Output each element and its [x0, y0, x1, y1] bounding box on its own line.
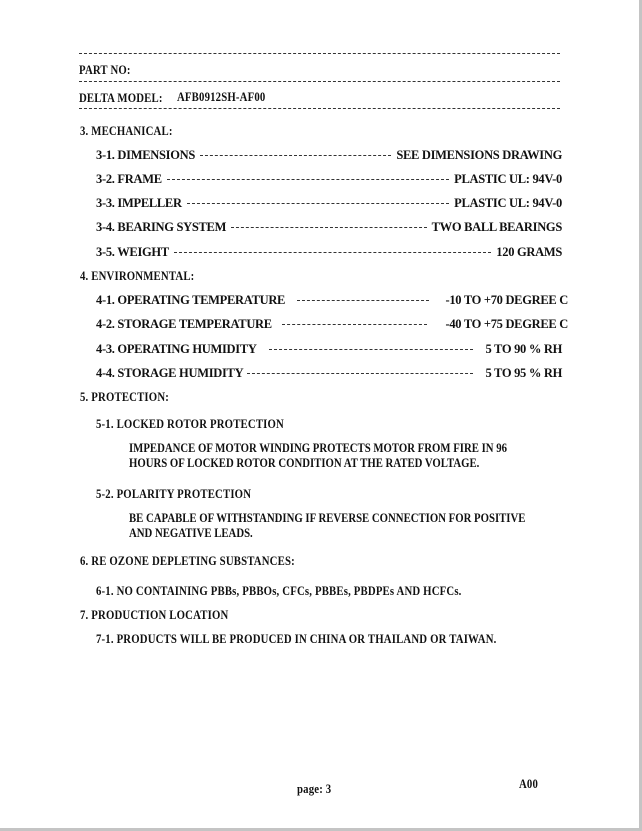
spec-row — [96, 172, 562, 186]
leader-line — [187, 203, 449, 204]
spec-label: 4-2. STORAGE TEMPERATURE — [96, 317, 272, 331]
leader-line — [282, 324, 428, 325]
spec-value: SEE DIMENSIONS DRAWING — [396, 148, 562, 162]
paragraph-line: AND NEGATIVE LEADS. — [129, 526, 253, 540]
spec-value: PLASTIC UL: 94V-0 — [454, 172, 562, 186]
spec-row — [96, 220, 562, 234]
section-title-mechanical: 3. MECHANICAL: — [80, 124, 173, 138]
spec-value: 120 GRAMS — [496, 245, 562, 259]
leader-line — [247, 373, 473, 374]
spec-value: 5 TO 90 % RH — [485, 342, 562, 356]
spec-value: -10 TO +70 DEGREE C — [445, 293, 568, 307]
spec-label: 3-3. IMPELLER — [96, 196, 182, 210]
spec-label: 3-2. FRAME — [96, 172, 162, 186]
spec-label: 4-1. OPERATING TEMPERATURE — [96, 293, 286, 307]
page-number: page: 3 — [297, 782, 332, 796]
spec-row — [96, 293, 568, 307]
subsection-heading: 5-2. POLARITY PROTECTION — [96, 487, 252, 501]
spec-label: 3-5. WEIGHT — [96, 245, 169, 259]
divider — [79, 53, 560, 54]
spec-label: 4-3. OPERATING HUMIDITY — [96, 342, 257, 356]
leader-line — [269, 349, 474, 350]
leader-line — [231, 227, 427, 228]
spec-label: 3-4. BEARING SYSTEM — [96, 220, 227, 234]
spec-row — [96, 317, 568, 331]
paragraph-line: HOURS OF LOCKED ROTOR CONDITION AT THE RATED VOLTAGE. — [129, 456, 480, 470]
spec-label: 3-1. DIMENSIONS — [96, 148, 195, 162]
model-label: DELTA MODEL: — [79, 91, 163, 105]
section-title-production: 7. PRODUCTION LOCATION — [80, 608, 229, 622]
production-item: 7-1. PRODUCTS WILL BE PRODUCED IN CHINA OR THAILAND OR TAIWAN. — [96, 632, 497, 646]
subsection-heading: 5-1. LOCKED ROTOR PROTECTION — [96, 417, 284, 431]
ozone-item: 6-1. NO CONTAINING PBBs, PBBOs, CFCs, PBBEs, PBDPEs AND HCFCs. — [96, 584, 462, 598]
section-title-protection: 5. PROTECTION: — [80, 390, 170, 404]
spec-value: PLASTIC UL: 94V-0 — [454, 196, 562, 210]
paragraph-line: BE CAPABLE OF WITHSTANDING IF REVERSE CONNECTION FOR POSITIVE — [129, 511, 526, 525]
leader-line — [200, 155, 391, 156]
leader-line — [167, 179, 449, 180]
spec-label: 4-4. STORAGE HUMIDITY — [96, 366, 244, 380]
spec-row — [96, 366, 562, 380]
spec-row — [96, 196, 562, 210]
spec-value: -40 TO +75 DEGREE C — [445, 317, 568, 331]
leader-line — [174, 252, 491, 253]
section-title-ozone: 6. RE OZONE DEPLETING SUBSTANCES: — [80, 554, 295, 568]
spec-value: TWO BALL BEARINGS — [431, 220, 562, 234]
part-no-label: PART NO: — [79, 63, 131, 77]
spec-value: 5 TO 95 % RH — [485, 366, 562, 380]
divider — [79, 81, 560, 82]
divider — [79, 108, 560, 109]
leader-line — [297, 300, 429, 301]
model-value: AFB0912SH-AF00 — [177, 90, 266, 104]
paragraph-line: IMPEDANCE OF MOTOR WINDING PROTECTS MOTOR FROM FIRE IN 96 — [129, 441, 507, 455]
section-title-environmental: 4. ENVIRONMENTAL: — [80, 269, 195, 283]
spec-row — [96, 148, 562, 162]
spec-row — [96, 245, 562, 259]
revision-code: A00 — [519, 777, 539, 791]
spec-row — [96, 342, 562, 356]
